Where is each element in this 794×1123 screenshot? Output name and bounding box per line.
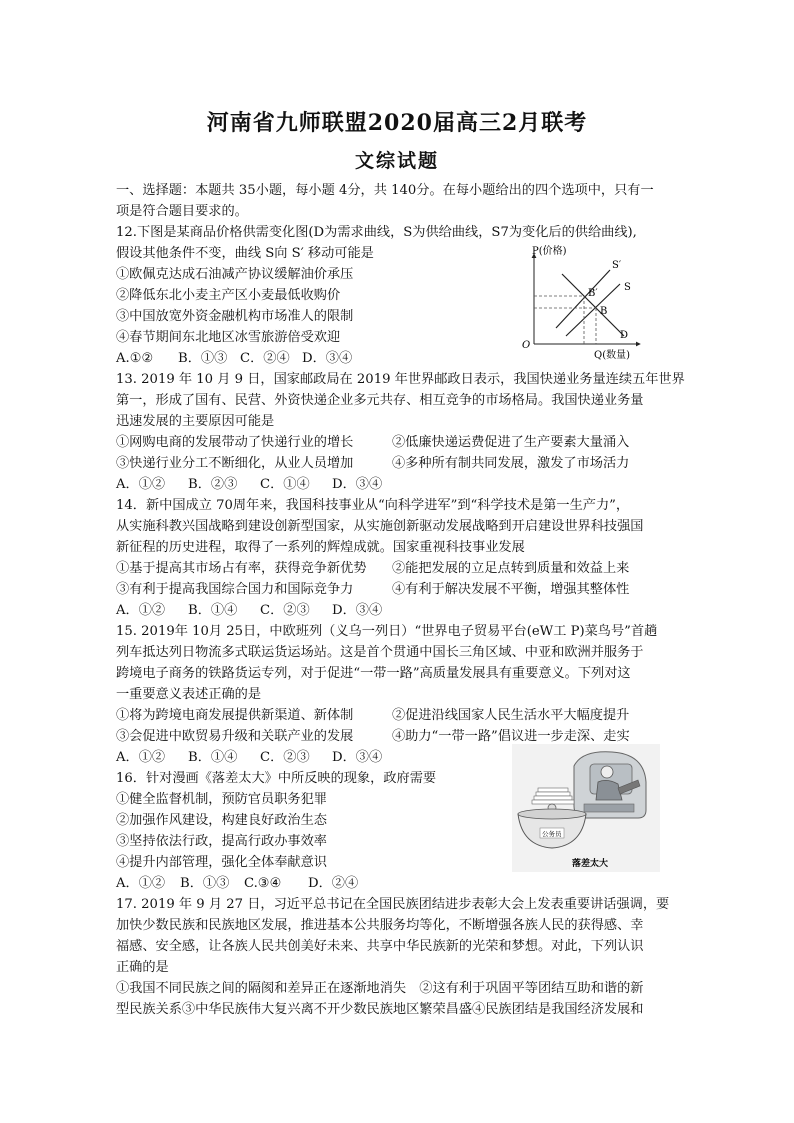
q13-stem-line: 迅速发展的主要原因可能是 xyxy=(116,414,275,429)
q12-item: ①欧佩克达成石油减产协议缓解油价承压 xyxy=(116,267,354,282)
supply-demand-graph xyxy=(512,244,652,360)
q14-stem-line: 14．新中国成立 70周年来，我国科技事业从“向科学进军”到“科学技术是第一生产力”， xyxy=(116,498,630,513)
option-d: D．③④ xyxy=(332,750,383,765)
instructions-line: 项是符合题目要求的。 xyxy=(116,204,248,219)
q16-item: ③坚持依法行政，提高行政办事效率 xyxy=(116,834,327,849)
q15-stem-line: 15. 2019年 10月 25日，中欧班列（义乌一列日）“世界电子贸易平台(eW工 P)菜鸟号”首趟 xyxy=(116,624,658,639)
paper-stack xyxy=(532,800,574,804)
s-prime-label: S′ xyxy=(612,260,622,271)
option-d: D．③④ xyxy=(332,477,383,492)
option-d: D．③④ xyxy=(302,351,353,366)
q13-item: ③快递行业分工不断细化，从业人员增加 xyxy=(116,456,354,471)
q13-item: ①网购电商的发展带动了快递行业的增长 xyxy=(116,435,354,450)
option-c: C．②③ xyxy=(260,603,310,618)
cartoon-caption: 落差太大 xyxy=(572,859,609,869)
q13-options xyxy=(116,476,382,494)
q17-stem-line: ①我国不同民族之间的隔阂和差异正在逐渐地消失 ②这有利于巩固平等团结互助和谐的新 xyxy=(116,981,644,996)
q16-options xyxy=(116,875,358,893)
q16-item: ①健全监督机制，预防官员职务犯罪 xyxy=(116,792,327,807)
q13-item: ②低廉快递运费促进了生产要素大量涌入 xyxy=(392,435,630,450)
option-b: B．②③ xyxy=(188,477,238,492)
q12-options xyxy=(116,350,352,368)
option-a: A．①② xyxy=(116,876,166,891)
q15-stem-line: 列车抵达列日物流多式联运货运场站。这是首个贯通中国长三角区域、中亚和欧洲并服务于 xyxy=(116,645,644,660)
q15-stem-line: 跨境电子商务的铁路货运专列，对于促进“一带一路”高质量发展具有重要意义。下列对这 xyxy=(116,666,631,681)
option-c: C．②③ xyxy=(260,750,310,765)
option-a: A．①② xyxy=(116,603,166,618)
bowl-rim xyxy=(518,809,586,819)
option-d: D．②④ xyxy=(308,876,359,891)
q15-item: ④助力“一带一路”倡议进一步走深、走实 xyxy=(392,729,630,744)
option-b: B．①③ xyxy=(178,351,228,366)
q16-stem: 16．针对漫画《落差太大》中所反映的现象，政府需要 xyxy=(116,771,437,786)
q15-options xyxy=(116,749,382,767)
option-b: B．①④ xyxy=(188,750,238,765)
q15-item: ②促进沿线国家人民生活水平大幅度提升 xyxy=(392,708,630,723)
x-axis-label: Q(数量) xyxy=(594,350,631,360)
option-c: C．②④ xyxy=(240,351,290,366)
q14-options xyxy=(116,602,382,620)
q13-stem-line: 第一，形成了国有、民营、外资快递企业多元共存、相互竞争的市场格局。我国快递业务量 xyxy=(116,393,644,408)
option-b: B．①④ xyxy=(188,603,238,618)
q14-stem-line: 新征程的历史进程，取得了一系列的辉煌成就。国家重视科技事业发展 xyxy=(116,540,525,555)
option-b: B．①③ xyxy=(180,876,230,891)
option-a: A．①② xyxy=(116,750,166,765)
option-c: C．①④ xyxy=(260,477,310,492)
q12-stem-line: 假设其他条件不变，曲线 S向 S′ 移动可能是 xyxy=(116,246,374,261)
option-d: D．③④ xyxy=(332,603,383,618)
q15-stem-line: 一重要意义表述正确的是 xyxy=(116,687,262,702)
q14-item: ③有利于提高我国综合国力和国际竞争力 xyxy=(116,582,354,597)
q17-stem-line: 型民族关系③中华民族伟大复兴离不开少数民族地区繁荣昌盛④民族团结是我国经济发展和 xyxy=(116,1002,644,1017)
q16-item: ④提升内部管理，强化全体奉献意识 xyxy=(116,855,327,870)
q15-item: ③会促进中欧贸易升级和关联产业的发展 xyxy=(116,729,354,744)
q14-item: ④有利于解决发展不平衡，增强其整体性 xyxy=(392,582,630,597)
exam-subtitle: 文综试题 xyxy=(354,150,439,172)
s-label: S xyxy=(624,282,631,293)
q17-stem-line: 加快少数民族和民族地区发展，推进基本公共服务均等化，不断增强各族人民的获得感、幸 xyxy=(116,918,644,933)
q14-stem-line: 从实施科教兴国战略到建设创新型国家，从实施创新驱动发展战略到开启建设世界科技强国 xyxy=(116,519,644,534)
q17-stem-line: 17. 2019 年 9 月 27 日，习近平总书记在全国民族团结进步表彰大会上发表重要讲话强调，要 xyxy=(116,897,670,912)
instructions-line: 一、选择题：本题共 35小题，每小题 4分，共 140分。在每小题给出的四个选项中，只有一 xyxy=(116,183,654,198)
paper-stack xyxy=(538,788,568,792)
demand-curve xyxy=(562,274,624,336)
paper-stack xyxy=(534,796,572,800)
q13-item: ④多种所有制共同发展，激发了市场活力 xyxy=(392,456,630,471)
option-a: A．①② xyxy=(116,477,166,492)
q16-item: ②加强作风建设，构建良好政治生态 xyxy=(116,813,327,828)
person-head xyxy=(601,766,613,778)
d-label: D xyxy=(620,330,629,341)
option-a: A.①② xyxy=(116,351,154,366)
b-label: B xyxy=(600,306,608,317)
q14-item: ②能把发展的立足点转到质量和效益上来 xyxy=(392,561,630,576)
y-axis-label: P(价格) xyxy=(532,246,567,257)
cartoon-image xyxy=(512,744,660,872)
exam-title: 河南省九师联盟2020届高三2月联考 xyxy=(206,110,588,136)
q17-stem-line: 福感、安全感，让各族人民共创美好未来、共享中华民族新的光荣和梦想。对此，下列认识 xyxy=(116,939,644,954)
armchair-seat xyxy=(584,804,634,812)
paper-stack xyxy=(536,792,570,796)
origin-label: O xyxy=(522,340,531,351)
q12-item: ③中国放宽外资金融机构市场准人的限制 xyxy=(116,309,354,324)
q12-item: ④春节期间东北地区冰雪旅游倍受欢迎 xyxy=(116,330,341,345)
q17-stem-line: 正确的是 xyxy=(116,960,169,975)
q14-item: ①基于提高其市场占有率，获得竞争新优势 xyxy=(116,561,367,576)
bowl-label: 公务员 xyxy=(542,830,562,838)
q13-stem-line: 13. 2019 年 10 月 9 日，国家邮政局在 2019 年世界邮政日表示，我国快递业务量连续五年世界 xyxy=(116,372,685,387)
b-prime-label: B′ xyxy=(588,288,598,299)
option-c: C.③④ xyxy=(244,876,282,891)
q12-item: ②降低东北小麦主产区小麦最低收购价 xyxy=(116,288,341,303)
q12-stem-line: 12.下图是某商品价格供需变化图(D为需求曲线，S为供给曲线，S7为变化后的供给曲线), xyxy=(116,225,637,240)
q15-item: ①将为跨境电商发展提供新渠道、新体制 xyxy=(116,708,354,723)
